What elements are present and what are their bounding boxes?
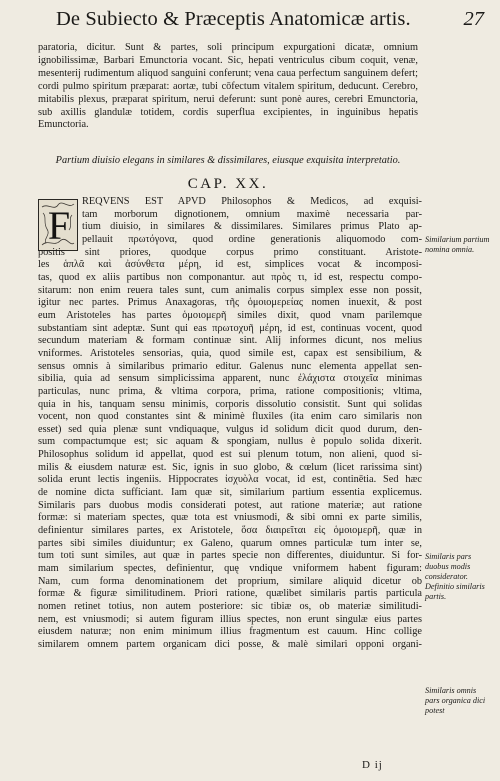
text-line: tium diuisio, in similares & dissimilares. Similares primus Plato ap-	[82, 221, 422, 233]
margin-note: Similaris omnis pars organica dici potest	[425, 686, 486, 715]
text-line: Nam, cum forma denominationem det proprium, similare aliquid dicetur ob	[38, 575, 422, 587]
text-line: formæ: si materiam spectes, quæ tota est vniusmodi, & sibi omni ex parte similis,	[38, 512, 422, 524]
text-line: vniformes. Aristoteles sensorias, quia, quod simile est, capax est sensibilium, &	[38, 347, 422, 359]
text-line: Philosophus solidum id appellat, quod est sui plenum totum, non alieni, quod si-	[38, 449, 422, 461]
text-line: particulas, nunc prima, & vltima corpora, prima, ratione compositionis; vltima,	[38, 385, 422, 397]
margin-note: Similarium partium nomina omnia.	[425, 235, 490, 254]
opening-paragraph-block	[38, 42, 418, 132]
chapter-heading: CAP. XX.	[187, 176, 269, 192]
text-line: substantiam sint adeptæ. Sunt qui eas πρωτοχυῆ μέρη, id est, continuas vocent, quod	[38, 322, 422, 334]
text-line: quia in his, tanquam sensu minimis, corporis dissolutio consistit. Sunt qui solidas	[38, 398, 422, 410]
text-line: nomen retinet totius, non autem posteriore: sic tibiæ os, ob materiæ similitudi-	[38, 601, 422, 612]
margin-note: Similaris pars duobus modis considerator. Definitio similaris partis.	[425, 552, 485, 601]
text-line: les ἁπλᾶ καὶ ἀσύνθετα μέρη, id est, simplices vocat & incomposi-	[38, 259, 422, 271]
text-line: esset) sed quia plenæ sunt vndiquaque, vulgus id solidum dicit quod durum, den-	[38, 423, 422, 435]
text-line: sum compactumque est; sic aquam & spongiam, nullus è populo solida dixerit.	[38, 436, 422, 448]
text-line: pellauit πρωτόγονα, quod ordine generationis aliquomodo com-	[82, 233, 422, 245]
page-header	[0, 8, 500, 36]
text-line: milis & eiusdem naturæ est. Sic, ignis in suo globo, & cœlum (licet rarissima sint)	[38, 461, 422, 473]
text-line: sensus omnis à similaribus primario editur. Galenus nunc elementa appellat sen-	[38, 360, 422, 372]
chapter-body	[38, 196, 422, 652]
opening-paragraph: paratoria, dicitur. Sunt & partes, soli principum expurgationi dicatæ, omnium ignobilissimæ, Barbari Emunctoria vocant. Sic, hepati ventriculus cibum coquit, venæ, mesenterij rudimentum aliquod sanguini conferunt; vena caua perfectum sanguinem defert; cordi pulmo spiritum præparat: aortæ, tubi cōfectum vitalem spiritum, deducunt. Cerebro, mitabilis plexus, præparat spiritum, nerui deferunt: sunt ponè aures, cerebri Emunctoria, sub axillis glandulæ totidem, cordis superflua excipientes, in inguinibus hepatis Emunctoria.	[38, 42, 418, 131]
text-line: definientur similares partes, ex Aristotele, ὅσα διαιρεῖται εἰς ὁμοιομερῆ, quæ in	[38, 525, 422, 537]
text-line: de nomine dicta sufficiant. Iam quæ sit, similarium partium essentia explicemus.	[38, 487, 422, 499]
signature-mark: D ij	[362, 759, 383, 771]
text-line: nem, est vniusmodi; si autem figuram illius spectes, non erunt singulæ eius partes	[38, 613, 422, 625]
dropcap-letter: F	[47, 203, 71, 248]
text-line: similarem omnem partem organicam dici posse, & malè similari opponi organi-	[38, 638, 422, 650]
text-line: partes sibi similes diuiduntur; ex Galeno, quarum omnes particulæ tum inter se,	[38, 537, 422, 549]
running-title: De Subiecto & Præceptis Anatomicæ artis.	[56, 8, 411, 30]
text-line: solida erunt lectis ingeniis. Hippocrates ἰσχυὸλα vocat, id est, continētia. Sed hæc	[38, 474, 422, 486]
text-line: eum Aristoteles has partes ὁμοιομερῆ similes dixit, quod vnam parilemque	[38, 309, 422, 321]
text-line: Similaris pars duobus modis considerati potest, aut ratione materiæ; aut ratione	[38, 499, 422, 511]
text-line: eiusdem naturæ; non enim minimum illius fragmentum est cauum. Hinc collige	[38, 626, 422, 638]
chapter-subtitle: Partium diuisio elegans in similares & dissimilares, eiusque exquisita interpretatio.	[55, 155, 401, 166]
text-line: mam similarium spectes, definientur, quę vndique vniformem habent figuram:	[38, 563, 422, 575]
text-line: secundum materiam & formam continuæ sint. Alij informes dicunt, nos melius	[38, 335, 422, 347]
text-line: vocent, non quod constantes sint & minimè fluxiles (ita enim caro similaris non	[38, 411, 422, 423]
text-line: sitarum: non enim reuera tales sunt, cum animalis corpus simplex esse non possit,	[38, 284, 422, 296]
text-line: igitur nec partes. Primus Anaxagoras, τῆς ὁμοιομερείας nomen inuexit, & post	[38, 297, 422, 309]
text-line: tam morborum dignotionem, omnium maximè necessaria par-	[82, 208, 422, 220]
page-number: 27	[463, 8, 484, 30]
text-line: positis sint priores, quodque corpus primo constituant. Aristote-	[38, 246, 422, 258]
text-line: formæ & figuræ similitudinem. Priori ratione, quælibet similaris partis particula	[38, 588, 422, 600]
text-line: tum toti sunt similes, aut quæ in partes specie non differentes, diuiduntur. Si for-	[38, 550, 422, 562]
text-line: tas, quod ex aliis partibus non componantur. aut πρὸς τι, id est, respectu compo-	[38, 271, 422, 283]
text-line: REQVENS EST APVD Philosophos & Medicos, ad exquisi-	[82, 196, 422, 207]
text-line: sibilia, quia ad sensum simplicissima apparent, nunc ἐλάχιστα στοιχεῖα minimas	[38, 373, 422, 385]
